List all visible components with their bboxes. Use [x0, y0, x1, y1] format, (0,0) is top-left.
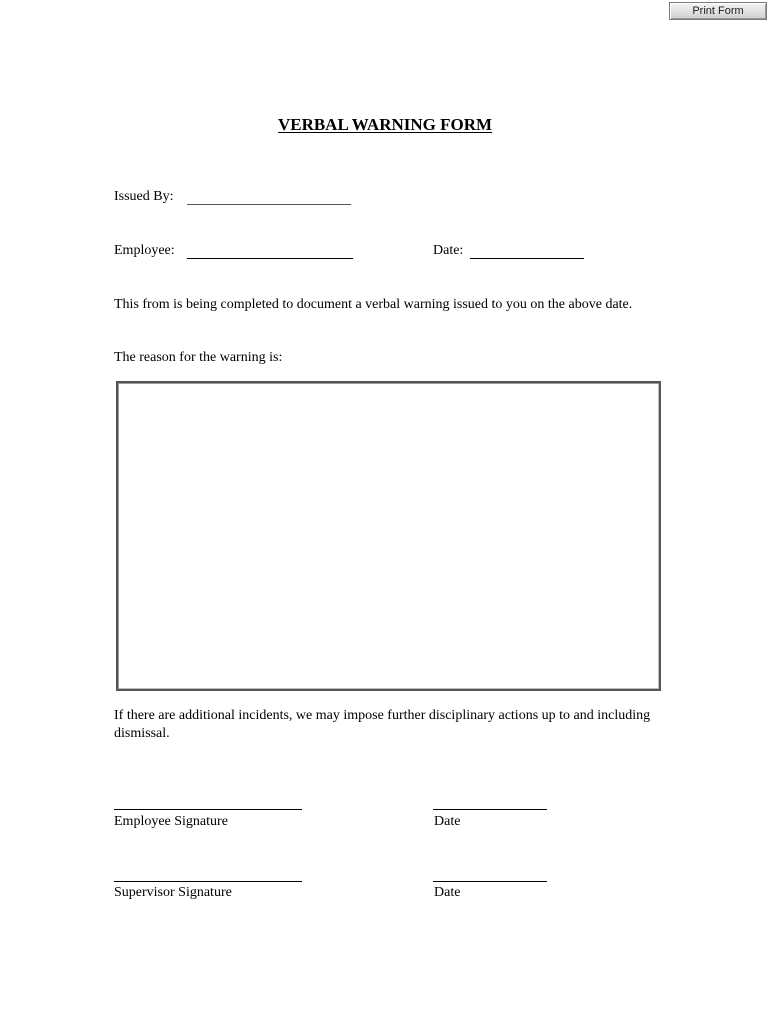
reason-textarea[interactable] — [116, 381, 661, 691]
date-label: Date: — [433, 243, 464, 258]
intro-paragraph: This from is being completed to document a verbal warning issued to you on the above date. — [114, 297, 633, 312]
employee-label: Employee: — [114, 243, 175, 258]
reason-label: The reason for the warning is: — [114, 350, 283, 365]
issued-by-label: Issued By: — [114, 189, 174, 204]
employee-signature-label: Employee Signature — [114, 814, 228, 829]
print-form-button[interactable]: Print Form — [669, 2, 767, 20]
supervisor-date-label: Date — [434, 885, 461, 900]
employee-date-line[interactable] — [433, 809, 547, 810]
supervisor-signature-label: Supervisor Signature — [114, 885, 232, 900]
employee-date-label: Date — [434, 814, 461, 829]
employee-field[interactable] — [187, 244, 353, 259]
supervisor-date-line[interactable] — [433, 881, 547, 882]
supervisor-signature-line[interactable] — [114, 881, 302, 882]
date-field[interactable] — [470, 244, 584, 259]
employee-signature-line[interactable] — [114, 809, 302, 810]
issued-by-field[interactable] — [187, 190, 351, 205]
page-title: VERBAL WARNING FORM — [277, 115, 493, 134]
additional-incidents-paragraph: If there are additional incidents, we may impose further disciplinary actions up to and including dismissal. — [114, 708, 651, 741]
